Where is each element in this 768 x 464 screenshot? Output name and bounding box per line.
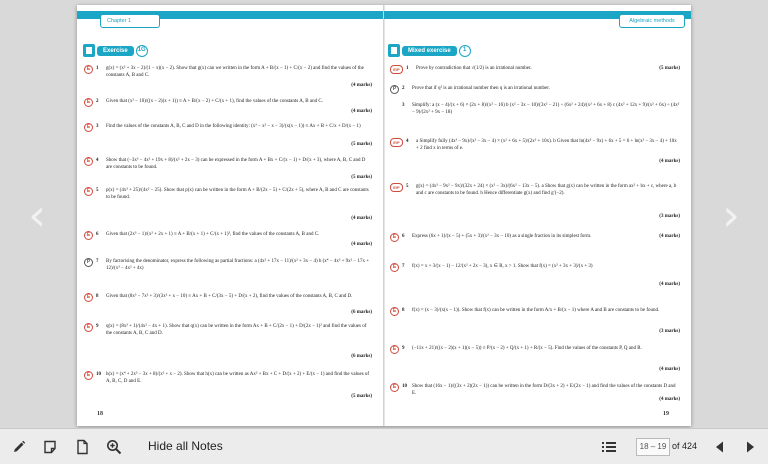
question: E/P 4 a Simplify fully (4x³ − 9x)/(x² − 3x − 4) × (x² + 6x + 5)/(2x² + 10x). b Given that ln(4x³ − 9x) + 6x + 5 = 6 + ln(x² − 3x − 4) + 10x + 2 find x in terms of e. (4 marks): [390, 138, 680, 152]
sticky-note-icon[interactable]: [40, 437, 60, 457]
question: E 3 Find the values of the constants A, B, C and D in the following identity: (x³ − x² − x − 3)/(x(x − 1)) ≡ Ax + B + C/x + D/(x − 1) (5 marks): [84, 123, 372, 132]
question: E 10 Show that (16x − 1)/((3x + 2)(2x − 1)) can be written in the form D/(3x + 2) + E/(2x − 1) and find the values of the constants D and E. (4 marks): [390, 383, 680, 397]
book-spread: [77, 5, 691, 426]
difficulty-icon: E: [84, 187, 93, 196]
question: E 8 f(x) = (x − 3)/(x(x − 1)). Show that f(x) can be written in the form A/x + B/(x − 1) where A and B are constants to be found. (3 marks): [390, 307, 680, 316]
difficulty-icon: E: [390, 345, 399, 354]
page-number: 18: [97, 411, 103, 417]
next-spread-arrow-icon[interactable]: ›: [722, 190, 740, 241]
hide-notes-button[interactable]: Hide all Notes: [148, 439, 223, 453]
page-number-input[interactable]: 18 – 19: [636, 438, 670, 456]
question: E 1 g(x) = (x² + 3x − 2)/(1 − x)(x − 2). Show that g(x) can we written in the form A + B/(x − 1) + C/(x − 2) and find the values of the constants A, B and C. (4 marks): [84, 65, 372, 79]
right-page: [384, 5, 691, 426]
question: E 6 Given that (2x³ − 1)/(x² + 2x + 1) ≡ A + B/(x + 1) + C/(x + 1)², find the values of the constants A, B and C. (4 marks): [84, 231, 372, 240]
difficulty-icon: E: [84, 293, 93, 302]
question: E 4 Show that (−3x³ − 4x² + 19x + 8)/(x² + 2x − 3) can be expressed in the form A + Bx + C/(x − 1) + D/(x + 3), where A, B, C and D are constants to be found. (5 marks): [84, 157, 372, 171]
total-pages-label: of 424: [672, 441, 698, 451]
question: E 6 Express (6x + 1)/(x − 5) + (5x + 3)/(x² − 3x − 10) as a single fraction in its simplest form. (4 marks): [390, 233, 680, 242]
chapter-tab: Algebraic methods: [619, 14, 685, 28]
difficulty-icon: E: [84, 98, 93, 107]
question: P 2 Prove that if q² is an irrational number then q is an irrational number.: [390, 85, 680, 94]
question: E 9 q(x) = (8x³ + 1)/(4x² − 4x + 1). Show that q(x) can be written in the form Ax + B + C/(2x − 1) + D/(2x − 1)² and find the values of the constants A, B, C and D. (6 marks): [84, 323, 372, 337]
table-of-contents-icon[interactable]: [599, 437, 619, 457]
difficulty-icon: E: [84, 157, 93, 166]
difficulty-icon: E: [390, 383, 399, 392]
page-icon[interactable]: [72, 437, 92, 457]
difficulty-icon: E: [84, 231, 93, 240]
left-page: [77, 5, 384, 426]
chapter-tab: Chapter 1: [100, 14, 160, 28]
question: E 9 (−11x + 21)/((x − 2)(x + 1)(x − 5)) ≡ P/(x − 2) + Q/(x + 1) + R/(x − 5). Find the values of the constants P, Q and R. (4 marks): [390, 345, 680, 354]
question: E 2 Given that (x² − 10)/((x − 2)(x + 1)) ≡ A + B/(x − 2) + C/(x + 1), find the values of the constants A, B and C. (4 marks): [84, 98, 372, 107]
question: E 10 h(x) = (x⁴ + 2x³ − 3x + 8)/(x² + x − 2). Show that h(x) can be written as Ax² + Bx + C + D/(x + 2) + E/(x − 1) and find the values of A, B, C, D and E. (5 marks): [84, 371, 372, 385]
exercise-heading: [83, 44, 148, 57]
page-number: 19: [663, 411, 669, 417]
difficulty-icon: E/P: [390, 183, 403, 192]
zoom-in-icon[interactable]: [104, 437, 124, 457]
bottom-toolbar: [0, 428, 768, 464]
question: E 8 Given that (8x³ − 7x² + 3)/(3x² + x − 10) ≡ Ax + B + C/(3x − 5) + D/(x + 2), find the values of the constants A, B, C and D. (6 marks): [84, 293, 372, 302]
next-page-icon[interactable]: [740, 437, 760, 457]
difficulty-icon: E/P: [390, 65, 403, 74]
document-icon: [83, 44, 95, 57]
exercise-number: 1: [459, 45, 471, 57]
difficulty-icon: E: [84, 323, 93, 332]
difficulty-icon: E/P: [390, 138, 403, 147]
exercise-label: Exercise: [97, 46, 134, 56]
question: E/P 5 g(x) = (4x³ − 9x² − 9x)/(32x + 24) × (x² − 3x)/(6x² − 13x − 5). a Show that g(x) can be written in the form ax² + bx + c, where a, b and c are constants to be found. b Hence differentiate g(x) and find g′(−2). (3 marks): [390, 183, 680, 197]
document-icon: [388, 44, 400, 57]
question: E 5 p(x) = (4x³ + 25)/(4x² − 25). Show that p(x) can be written in the form A + B/(2x − 5) + C/(2x + 5), where A, B and C are constants to be found. (4 marks): [84, 187, 372, 201]
difficulty-icon: E: [390, 233, 399, 242]
difficulty-icon: E: [84, 371, 93, 380]
question: E 7 f(x) = x + 3/(x − 1) − 12/(x² + 2x − 3), x ∈ R, x > 1. Show that f(x) = (x² + 3x + 3)/(x + 3) (4 marks): [390, 263, 680, 272]
exercise-label: Mixed exercise: [402, 46, 457, 56]
exercise-heading: [388, 44, 471, 57]
previous-page-icon[interactable]: [710, 437, 730, 457]
pencil-icon[interactable]: [9, 437, 29, 457]
question: P 7 By factorising the denominator, express the following as partial fractions: a (4x² + 17x − 11)/(x² + 3x − 4) b (x⁴ − 4x³ + 9x² − 17x + 12)/(x³ − 4x² + 4x): [84, 258, 372, 272]
difficulty-icon: E: [84, 123, 93, 132]
difficulty-icon: P: [84, 258, 93, 267]
question: 3 Simplify: a (x − 4)/(x + 6) × (2x + 8)/(x² − 16) b (x² − 3x − 10)/(3x² − 21) ÷ (6x² + 24)/(x² + 6x + 8) c (4x² + 12x + 9)/(x² + 6x) ÷ (4x² − 9)/(2x² + 9x − 18): [402, 103, 680, 116]
exercise-number: 1G: [136, 45, 148, 57]
difficulty-icon: E: [84, 65, 93, 74]
question: E/P 1 Prove by contradiction that √(1/2) is an irrational number. (5 marks): [390, 65, 680, 74]
difficulty-icon: E: [390, 263, 399, 272]
difficulty-icon: E: [390, 307, 399, 316]
prev-spread-arrow-icon[interactable]: ‹: [28, 190, 46, 241]
difficulty-icon: P: [390, 85, 399, 94]
